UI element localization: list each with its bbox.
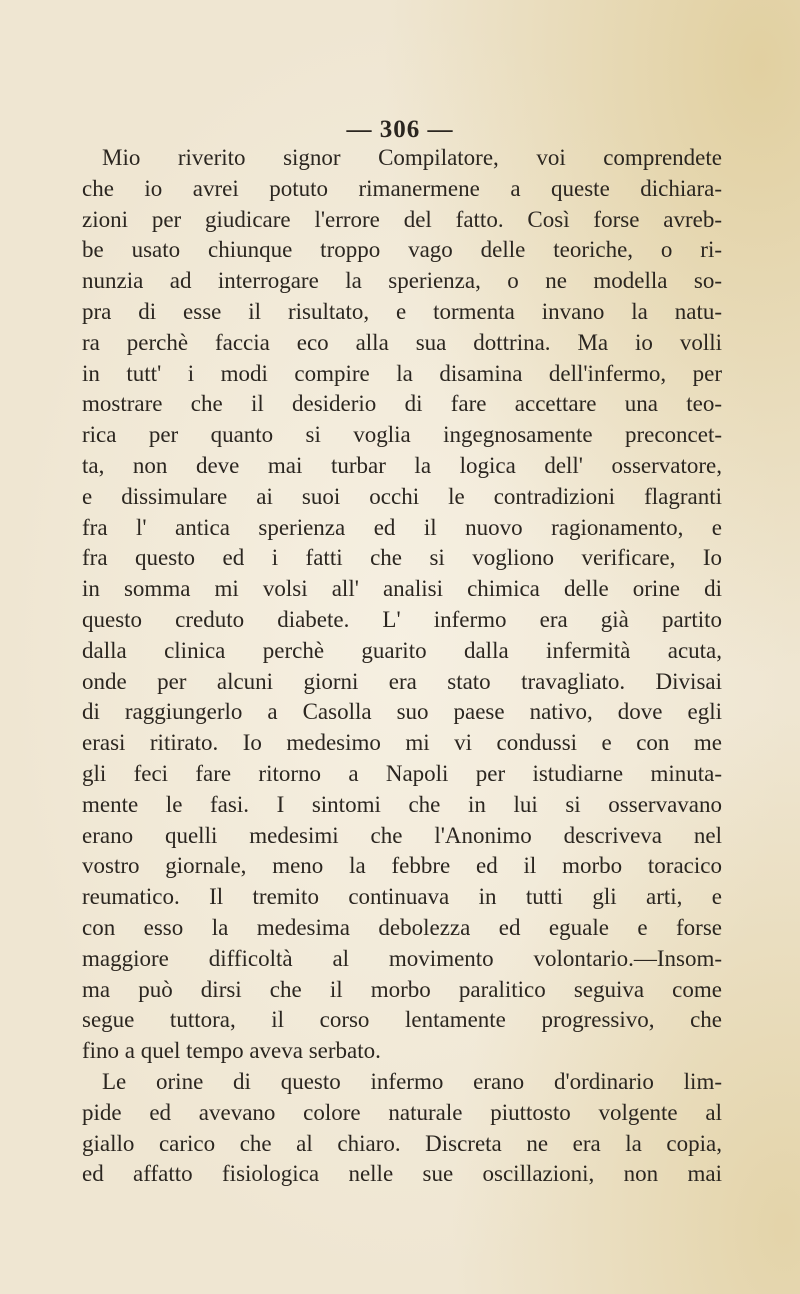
text-line: giallo carico che al chiaro. Discreta ne era la copia, [82,1130,722,1156]
text-line: erasi ritirato. Io medesimo mi vi condussi e con me [82,730,722,756]
text-line: di raggiungerlo a Casolla suo paese nativo, dove egli [82,699,722,725]
text-line: ed affatto fisiologica nelle sue oscillazioni, non mai [82,1161,722,1187]
text-line: fra questo ed i fatti che si vogliono verificare, Io [82,545,722,571]
text-line: gli feci fare ritorno a Napoli per istudiarne minuta- [82,760,722,786]
text-line: ra perchè faccia eco alla sua dottrina. Ma io volli [82,329,722,355]
text-line: ma può dirsi che il morbo paralitico seguiva come [82,976,722,1002]
text-line: onde per alcuni giorni era stato travagliato. Divisai [82,668,722,694]
text-line: be usato chiunque troppo vago delle teoriche, o ri- [82,237,722,263]
text-line: mostrare che il desiderio di fare accettare una teo- [82,391,722,417]
text-line: reumatico. Il tremito continuava in tutti gli arti, e [82,884,722,910]
page-number: — 306 — [346,116,454,143]
text-line: fra l' antica sperienza ed il nuovo ragionamento, e [82,514,722,540]
text-line: in tutt' i modi compire la disamina dell'infermo, per [82,360,722,386]
text-line: mente le fasi. I sintomi che in lui si osservavano [82,791,722,817]
text-line: che io avrei potuto rimanermene a queste dichiara- [82,175,722,201]
text-line: erano quelli medesimi che l'Anonimo descriveva nel [82,822,722,848]
text-line: Le orine di questo infermo erano d'ordinario lim- [102,1068,722,1094]
text-line: pra di esse il risultato, e tormenta invano la natu- [82,298,722,324]
text-line: questo creduto diabete. L' infermo era già partito [82,606,722,632]
text-line: zioni per giudicare l'errore del fatto. Così forse avreb- [82,206,722,232]
text-line: Mio riverito signor Compilatore, voi comprendete [102,145,722,170]
text-line: pide ed avevano colore naturale piuttosto volgente al [82,1099,722,1125]
text-line: rica per quanto si voglia ingegnosamente preconcet- [82,422,722,448]
text-line: in somma mi volsi all' analisi chimica delle orine di [82,576,722,602]
text-line: segue tuttora, il corso lentamente progressivo, che [82,1007,722,1033]
text-line: ta, non deve mai turbar la logica dell' osservatore, [82,452,722,478]
text-line: fino a quel tempo aveva serbato. [82,1038,381,1064]
text-line: maggiore difficoltà al movimento volontario.—Insom- [82,945,722,971]
text-line: vostro giornale, meno la febbre ed il morbo toracico [82,853,722,879]
body-text [82,143,722,1190]
text-line: e dissimulare ai suoi occhi le contradizioni flagranti [82,483,722,509]
text-line: dalla clinica perchè guarito dalla infermità acuta, [82,637,722,663]
text-line: nunzia ad interrogare la sperienza, o ne modella so- [82,268,722,294]
text-line: con esso la medesima debolezza ed eguale e forse [82,914,722,940]
